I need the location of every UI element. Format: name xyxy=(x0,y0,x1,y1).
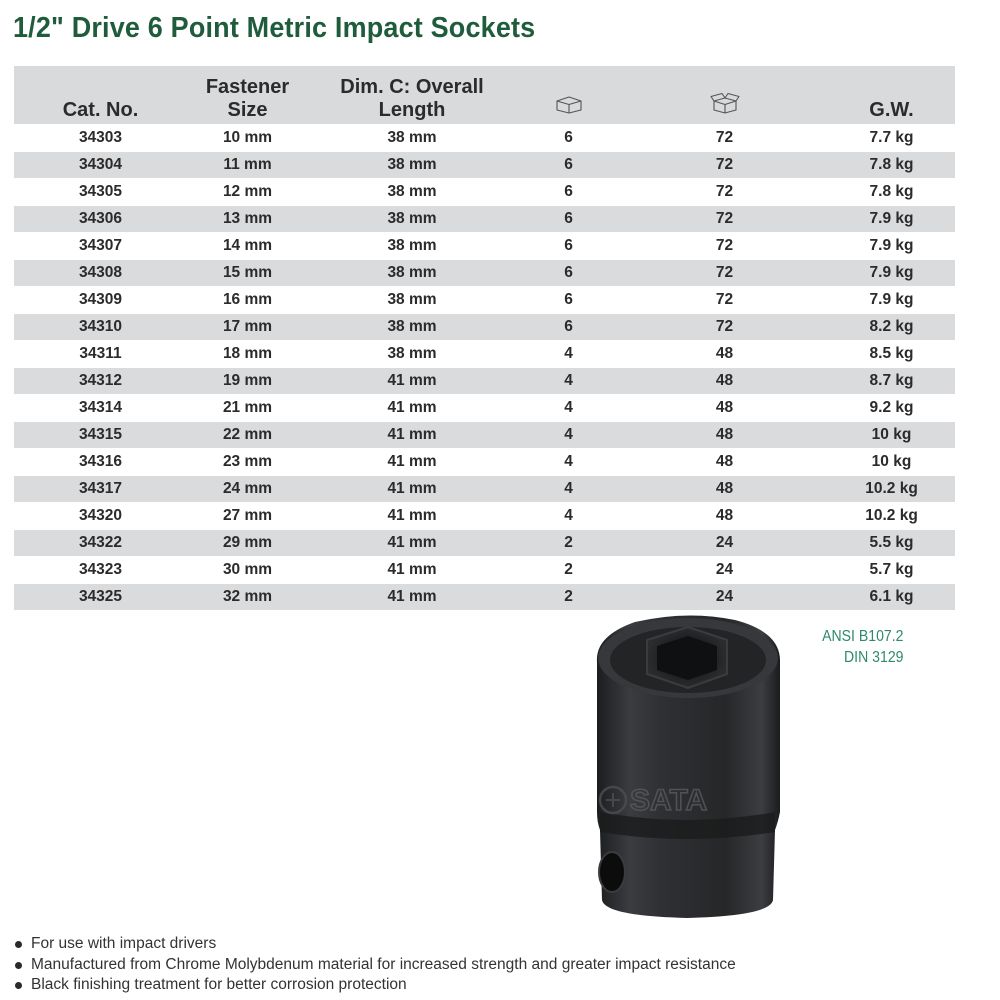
cell-fastener-size: 14 mm xyxy=(187,233,308,260)
cell-gross-weight: 8.5 kg xyxy=(828,341,955,368)
cell-overall-length: 38 mm xyxy=(308,125,516,152)
cell-cat-no: 34305 xyxy=(14,179,187,206)
impact-socket-photo-icon xyxy=(575,600,805,920)
cell-gross-weight: 7.8 kg xyxy=(828,179,955,206)
cell-overall-length: 38 mm xyxy=(308,260,516,287)
cell-gross-weight: 10.2 kg xyxy=(828,503,955,530)
cell-outer-carton-qty: 72 xyxy=(621,287,828,314)
cell-fastener-size: 17 mm xyxy=(187,314,308,341)
socket-brand-logo: SATA xyxy=(630,784,708,817)
cell-overall-length: 38 mm xyxy=(308,233,516,260)
table-row xyxy=(14,584,955,611)
table-row xyxy=(14,530,955,557)
cell-fastener-size: 24 mm xyxy=(187,476,308,503)
cell-inner-box-qty: 2 xyxy=(516,530,621,557)
cell-fastener-size: 27 mm xyxy=(187,503,308,530)
cell-cat-no: 34320 xyxy=(14,503,187,530)
cell-outer-carton-qty: 24 xyxy=(621,530,828,557)
bullet-icon xyxy=(15,982,22,989)
cell-gross-weight: 7.9 kg xyxy=(828,206,955,233)
cell-outer-carton-qty: 24 xyxy=(621,584,828,611)
cell-outer-carton-qty: 48 xyxy=(621,341,828,368)
cell-overall-length: 41 mm xyxy=(308,395,516,422)
table-row xyxy=(14,152,955,179)
cell-gross-weight: 5.5 kg xyxy=(828,530,955,557)
cell-gross-weight: 7.9 kg xyxy=(828,233,955,260)
cell-fastener-size: 10 mm xyxy=(187,125,308,152)
cell-gross-weight: 10 kg xyxy=(828,449,955,476)
cell-outer-carton-qty: 48 xyxy=(621,422,828,449)
header-cat-no: Cat. No. xyxy=(14,66,187,125)
cell-outer-carton-qty: 72 xyxy=(621,125,828,152)
cell-fastener-size: 32 mm xyxy=(187,584,308,611)
cell-inner-box-qty: 6 xyxy=(516,260,621,287)
header-dim-c xyxy=(308,66,516,125)
cell-inner-box-qty: 4 xyxy=(516,449,621,476)
cell-cat-no: 34315 xyxy=(14,422,187,449)
table-row xyxy=(14,341,955,368)
cell-overall-length: 41 mm xyxy=(308,530,516,557)
table-row xyxy=(14,287,955,314)
cell-gross-weight: 7.8 kg xyxy=(828,152,955,179)
cell-fastener-size: 12 mm xyxy=(187,179,308,206)
feature-text: Black finishing treatment for better corrosion protection xyxy=(31,976,407,993)
standards-list xyxy=(822,626,903,668)
cell-cat-no: 34312 xyxy=(14,368,187,395)
spec-table xyxy=(14,66,955,610)
cell-gross-weight: 7.7 kg xyxy=(828,125,955,152)
cell-outer-carton-qty: 48 xyxy=(621,395,828,422)
cell-overall-length: 38 mm xyxy=(308,287,516,314)
standard-din: DIN 3129 xyxy=(843,649,903,666)
header-gw: G.W. xyxy=(828,66,955,125)
cell-cat-no: 34316 xyxy=(14,449,187,476)
cell-outer-carton-qty: 48 xyxy=(621,476,828,503)
table-row xyxy=(14,314,955,341)
header-row xyxy=(14,66,955,125)
feature-text: For use with impact drivers xyxy=(31,935,217,952)
table-header xyxy=(14,66,955,125)
cell-overall-length: 41 mm xyxy=(308,449,516,476)
feature-item xyxy=(14,934,736,955)
cell-cat-no: 34306 xyxy=(14,206,187,233)
cell-cat-no: 34311 xyxy=(14,341,187,368)
cell-fastener-size: 19 mm xyxy=(187,368,308,395)
cell-outer-carton-qty: 48 xyxy=(621,449,828,476)
cell-outer-carton-qty: 72 xyxy=(621,152,828,179)
table-row xyxy=(14,368,955,395)
cell-cat-no: 34325 xyxy=(14,584,187,611)
cell-gross-weight: 10.2 kg xyxy=(828,476,955,503)
cell-outer-carton-qty: 72 xyxy=(621,260,828,287)
table-row xyxy=(14,179,955,206)
cell-overall-length: 38 mm xyxy=(308,206,516,233)
header-fastener-size: Fastener Size xyxy=(187,66,308,125)
cell-gross-weight: 8.2 kg xyxy=(828,314,955,341)
cell-inner-box-qty: 4 xyxy=(516,422,621,449)
table-row xyxy=(14,557,955,584)
header-outer-carton xyxy=(621,66,828,125)
cell-outer-carton-qty: 48 xyxy=(621,503,828,530)
cell-inner-box-qty: 4 xyxy=(516,476,621,503)
cell-overall-length: 41 mm xyxy=(308,368,516,395)
table-row xyxy=(14,260,955,287)
cell-cat-no: 34323 xyxy=(14,557,187,584)
header-inner-box xyxy=(516,66,621,125)
cell-outer-carton-qty: 72 xyxy=(621,179,828,206)
cell-overall-length: 41 mm xyxy=(308,422,516,449)
page-title: 1/2" Drive 6 Point Metric Impact Sockets xyxy=(13,12,536,44)
cell-fastener-size: 13 mm xyxy=(187,206,308,233)
cell-cat-no: 34303 xyxy=(14,125,187,152)
cell-gross-weight: 9.2 kg xyxy=(828,395,955,422)
cell-inner-box-qty: 4 xyxy=(516,341,621,368)
cell-gross-weight: 7.9 kg xyxy=(828,287,955,314)
cell-inner-box-qty: 6 xyxy=(516,206,621,233)
table-body xyxy=(14,125,955,611)
table-row xyxy=(14,395,955,422)
cell-inner-box-qty: 6 xyxy=(516,179,621,206)
table-row xyxy=(14,206,955,233)
cell-fastener-size: 16 mm xyxy=(187,287,308,314)
cell-outer-carton-qty: 24 xyxy=(621,557,828,584)
table-row xyxy=(14,422,955,449)
cell-outer-carton-qty: 48 xyxy=(621,368,828,395)
cell-fastener-size: 23 mm xyxy=(187,449,308,476)
cell-overall-length: 41 mm xyxy=(308,476,516,503)
table-row xyxy=(14,125,955,152)
cell-cat-no: 34307 xyxy=(14,233,187,260)
cell-inner-box-qty: 6 xyxy=(516,314,621,341)
cell-inner-box-qty: 2 xyxy=(516,557,621,584)
header-dim-c-line1: Dim. C: Overall xyxy=(340,76,484,98)
cell-outer-carton-qty: 72 xyxy=(621,233,828,260)
feature-text: Manufactured from Chrome Molybdenum material for increased strength and greater impact resistance xyxy=(31,955,736,973)
cell-cat-no: 34309 xyxy=(14,287,187,314)
cell-overall-length: 41 mm xyxy=(308,584,516,611)
cell-gross-weight: 10 kg xyxy=(828,422,955,449)
cell-overall-length: 41 mm xyxy=(308,503,516,530)
bullet-icon xyxy=(15,962,22,969)
cell-overall-length: 38 mm xyxy=(308,314,516,341)
cell-cat-no: 34304 xyxy=(14,152,187,179)
cell-fastener-size: 18 mm xyxy=(187,341,308,368)
table-row xyxy=(14,449,955,476)
standard-ansi: ANSI B107.2 xyxy=(821,628,903,645)
cell-fastener-size: 15 mm xyxy=(187,260,308,287)
table-row xyxy=(14,233,955,260)
cell-inner-box-qty: 6 xyxy=(516,125,621,152)
socket-product-image xyxy=(575,600,805,920)
cell-overall-length: 38 mm xyxy=(308,341,516,368)
cell-inner-box-qty: 4 xyxy=(516,395,621,422)
cell-inner-box-qty: 4 xyxy=(516,503,621,530)
cell-cat-no: 34317 xyxy=(14,476,187,503)
feature-item xyxy=(14,955,736,976)
cell-fastener-size: 30 mm xyxy=(187,557,308,584)
cell-cat-no: 34310 xyxy=(14,314,187,341)
table-row xyxy=(14,476,955,503)
cell-gross-weight: 7.9 kg xyxy=(828,260,955,287)
cell-cat-no: 34314 xyxy=(14,395,187,422)
cell-outer-carton-qty: 72 xyxy=(621,314,828,341)
cell-fastener-size: 29 mm xyxy=(187,530,308,557)
cell-gross-weight: 8.7 kg xyxy=(828,368,955,395)
cell-fastener-size: 11 mm xyxy=(187,152,308,179)
bullet-icon xyxy=(15,941,22,948)
cell-cat-no: 34308 xyxy=(14,260,187,287)
cell-overall-length: 41 mm xyxy=(308,557,516,584)
cell-fastener-size: 22 mm xyxy=(187,422,308,449)
cell-inner-box-qty: 6 xyxy=(516,233,621,260)
cell-overall-length: 38 mm xyxy=(308,152,516,179)
cell-overall-length: 38 mm xyxy=(308,179,516,206)
inner-box-icon xyxy=(554,94,584,120)
cell-outer-carton-qty: 72 xyxy=(621,206,828,233)
table-row xyxy=(14,503,955,530)
header-dim-c-line2: Length xyxy=(378,99,446,121)
cell-gross-weight: 5.7 kg xyxy=(828,557,955,584)
features-list xyxy=(14,934,736,996)
cell-inner-box-qty: 6 xyxy=(516,287,621,314)
cell-cat-no: 34322 xyxy=(14,530,187,557)
cell-fastener-size: 21 mm xyxy=(187,395,308,422)
feature-item xyxy=(14,975,736,996)
cell-inner-box-qty: 6 xyxy=(516,152,621,179)
cell-gross-weight: 6.1 kg xyxy=(828,584,955,611)
cell-inner-box-qty: 4 xyxy=(516,368,621,395)
outer-carton-icon xyxy=(710,92,740,120)
cell-inner-box-qty: 2 xyxy=(516,584,621,611)
